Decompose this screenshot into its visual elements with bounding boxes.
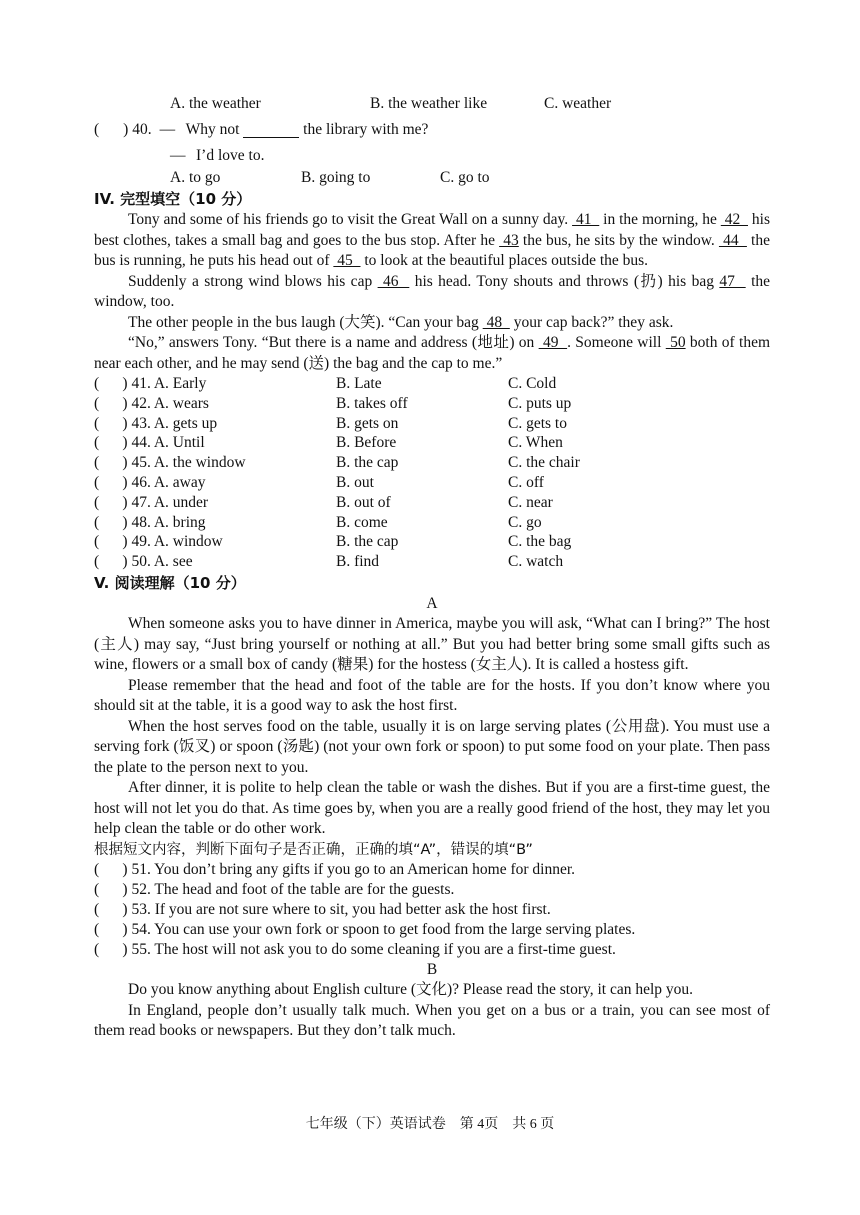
exam-page xyxy=(94,92,770,1042)
blank-46: 46 xyxy=(377,272,410,290)
answer-blank xyxy=(243,123,299,138)
tf-item-55: ( ) 55. The host will not ask you to do some cleaning if you are a first-time guest. xyxy=(94,940,616,958)
section-4-title: IV. 完型填空（10 分） xyxy=(94,190,252,208)
tf-item-51: ( ) 51. You don’t bring any gifts if you go to an American home for dinner. xyxy=(94,860,576,878)
option-row-45: ( ) 45. A. the window B. the cap C. the chair xyxy=(94,454,580,472)
q40-question xyxy=(94,116,770,144)
tf-item-54: ( ) 54. You can use your own fork or spoon to get food from the large serving plates. xyxy=(94,920,636,938)
q40-stem-post: the library with me? xyxy=(303,121,429,138)
tf-item-52: ( ) 52. The head and foot of the table are for the guests. xyxy=(94,880,455,898)
tf-item-53: ( ) 53. If you are not sure where to sit, you had better ask the host first. xyxy=(94,900,551,918)
cloze-paragraph-4: “No,” answers Tony. “But there is a name and address (地址) on 49 . Someone will 50 both of them near each other, and he may send (送) the bag and the cap to me.” xyxy=(94,334,770,372)
option-row-44: ( ) 44. A. Until B. Before C. When xyxy=(94,434,563,452)
passage-b-paragraph-2: In England, people don’t usually talk much. When you get on a bus or a train, you can see most of them read books or newspapers. But they don’t talk much. xyxy=(94,1001,770,1040)
option-row-49: ( ) 49. A. window B. the cap C. the bag xyxy=(94,533,572,551)
option-row-50: ( ) 50. A. see B. find C. watch xyxy=(94,553,564,571)
option-row-42: ( ) 42. A. wears B. takes off C. puts up xyxy=(94,394,572,412)
blank-49: 49 xyxy=(538,334,568,351)
cloze-paragraph-2: Suddenly a strong wind blows his cap 46 his head. Tony shouts and throws (扔) his bag 47 the window, too. xyxy=(94,272,771,310)
option-row-48: ( ) 48. A. bring B. come C. go xyxy=(94,513,542,531)
q39-options xyxy=(94,92,770,116)
option-row-46: ( ) 46. A. away B. out C. off xyxy=(94,473,544,491)
cloze-paragraph-3: The other people in the bus laugh (大笑). “Can your bag 48 your cap back?” they ask. xyxy=(128,313,674,331)
question-number: ) 40. xyxy=(123,121,152,138)
answer-paren: ( xyxy=(94,121,100,138)
q40-option-a: A. to go xyxy=(170,169,221,186)
blank-41: 41 xyxy=(572,211,600,228)
blank-44: 44 xyxy=(718,231,747,249)
blank-42: 42 xyxy=(720,211,748,228)
blank-43: 43 xyxy=(499,231,519,249)
section-5-title: V. 阅读理解（10 分） xyxy=(94,573,246,592)
true-false-instruction: 根据短文内容，判断下面句子是否正确，正确的填“A”，错误的填“B” xyxy=(94,841,533,858)
passage-a-label: A xyxy=(426,594,438,612)
passage-a-paragraph-4: After dinner, it is polite to help clean the table or wash the dishes. But if you are a first-time guest, the host will not let you do that. As time goes by, when you are a really good friend of the host, they may let you help clean the table or do other work. xyxy=(94,779,770,838)
blank-47: 47 xyxy=(719,272,746,290)
passage-a-paragraph-1: When someone asks you to have dinner in America, maybe you will ask, “What can I bring?” The host (主人) may say, “Just bring yourself or nothing at all.” But you had better bring some small gifts such as wine, flowers or a small box of candy (糖果) for the hostess (女主人). It is called a hostess gift. xyxy=(94,615,770,674)
blank-50: 50 xyxy=(665,334,686,351)
q40-options xyxy=(94,168,770,188)
q40-reply xyxy=(94,144,770,168)
passage-a-paragraph-2: Please remember that the head and foot of the table are for the hosts. If you don’t know where you should sit at the table, it is a good way to ask the host first. xyxy=(94,676,770,715)
option-row-41: ( ) 41. A. Early B. Late C. Cold xyxy=(94,375,557,392)
option-row-43: ( ) 43. A. gets up B. gets on C. gets to xyxy=(94,414,567,432)
page-footer: 七年级（下）英语试卷 第 4页 共 6 页 xyxy=(305,1117,555,1132)
passage-a-paragraph-3: When the host serves food on the table, usually it is on large serving plates (公用盘). You must use a serving fork (饭叉) or spoon (汤匙) (not your own fork or spoon) to put some food on your plate. Then pass the plate to the person next to you. xyxy=(94,717,770,776)
cloze-paragraph-1: Tony and some of his friends go to visit the Great Wall on a sunny day. 41 in the morning, he 42 his best clothes, takes a small bag and goes to the bus stop. After he 43 the bus, he sits by the window. 44 the bus is running, he puts his head out of 45 to look at the beautiful places outside the bus. xyxy=(94,211,770,269)
q40-option-b: B. going to xyxy=(301,169,371,186)
q40-option-c: C. go to xyxy=(440,169,490,186)
blank-45: 45 xyxy=(333,252,361,269)
q39-option-c: C. weather xyxy=(544,95,612,112)
dash: — xyxy=(159,121,176,138)
dash: — xyxy=(170,147,186,164)
option-row-47: ( ) 47. A. under B. out of C. near xyxy=(94,493,553,511)
cloze-options xyxy=(94,374,770,572)
blank-48: 48 xyxy=(482,313,510,331)
passage-b-label: B xyxy=(426,960,438,978)
q40-stem-pre: Why not xyxy=(185,121,240,138)
q39-option-a: A. the weather xyxy=(170,95,261,112)
q39-option-b: B. the weather like xyxy=(370,95,488,112)
passage-b-paragraph-1: Do you know anything about English culture (文化)? Please read the story, it can help you. xyxy=(128,981,694,999)
q40-reply-text: I’d love to. xyxy=(196,147,265,164)
